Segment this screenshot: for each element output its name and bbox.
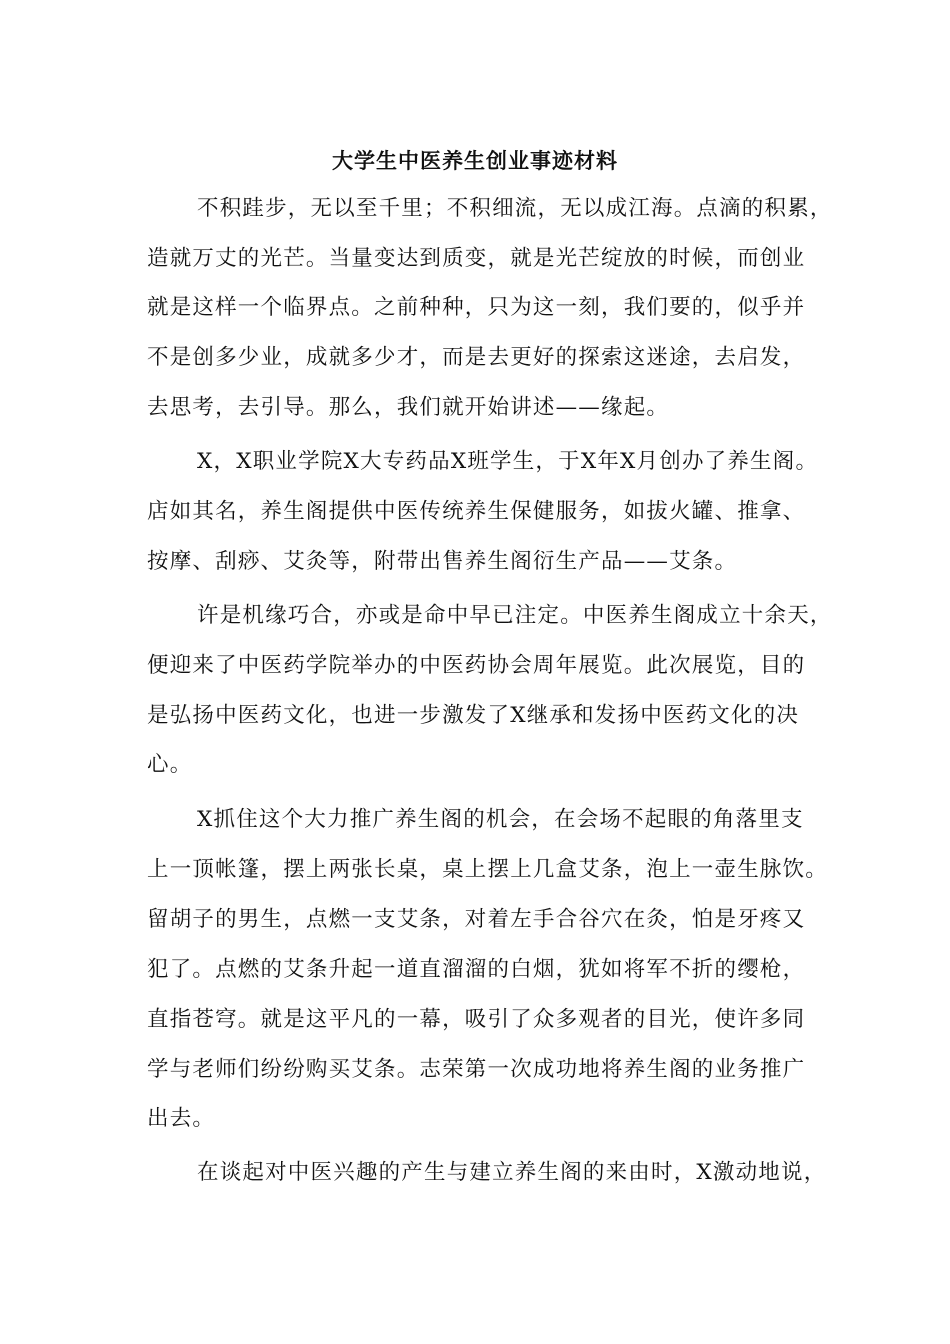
paragraph-line: 店如其名，养生阁提供中医传统养生保健服务，如拔火罐、推拿、 bbox=[147, 499, 806, 524]
paragraph-line: 心。 bbox=[147, 752, 193, 777]
paragraph-line: 犯了。点燃的艾条升起一道直溜溜的白烟，犹如将军不折的缨枪， bbox=[147, 957, 806, 982]
paragraph-line: 按摩、刮痧、艾灸等，附带出售养生阁衍生产品——艾条。 bbox=[147, 549, 738, 574]
paragraph-line: 不积跬步，无以至千里；不积细流，无以成江海。点滴的积累， bbox=[197, 196, 833, 221]
paragraph-line: X抓住这个大力推广养生阁的机会，在会场不起眼的角落里支 bbox=[197, 807, 804, 832]
paragraph-line: 是弘扬中医药文化，也进一步激发了X继承和发扬中医药文化的决 bbox=[147, 703, 800, 728]
paragraph-line: 直指苍穹。就是这平凡的一幕，吸引了众多观者的目光，使许多同 bbox=[147, 1007, 806, 1032]
paragraph-line: 不是创多少业，成就多少才，而是去更好的探索这迷途，去启发， bbox=[147, 345, 806, 370]
document-title: 大学生中医养生创业事迹材料 bbox=[332, 148, 618, 173]
paragraph-line: 上一顶帐篷，摆上两张长桌，桌上摆上几盒艾条，泡上一壶生脉饮。 bbox=[147, 857, 829, 882]
paragraph-line: X，X职业学院X大专药品X班学生，于X年X月创办了养生阁。 bbox=[197, 449, 819, 474]
paragraph-line: 在谈起对中医兴趣的产生与建立养生阁的来由时，X激动地说， bbox=[197, 1160, 827, 1185]
paragraph-line: 就是这样一个临界点。之前种种，只为这一刻，我们要的，似乎并 bbox=[147, 295, 806, 320]
paragraph-line: 便迎来了中医药学院举办的中医药协会周年展览。此次展览，目的 bbox=[147, 653, 806, 678]
paragraph-line: 学与老师们纷纷购买艾条。志荣第一次成功地将养生阁的业务推广 bbox=[147, 1057, 806, 1082]
paragraph-line: 造就万丈的光芒。当量变达到质变，就是光芒绽放的时候，而创业 bbox=[147, 246, 806, 271]
paragraph-line: 许是机缘巧合，亦或是命中早已注定。中医养生阁成立十余天， bbox=[197, 603, 833, 628]
paragraph-line: 留胡子的男生，点燃一支艾条，对着左手合谷穴在灸，怕是牙疼又 bbox=[147, 907, 806, 932]
paragraph-line: 去思考，去引导。那么，我们就开始讲述——缘起。 bbox=[147, 395, 670, 420]
paragraph-line: 出去。 bbox=[147, 1106, 216, 1131]
